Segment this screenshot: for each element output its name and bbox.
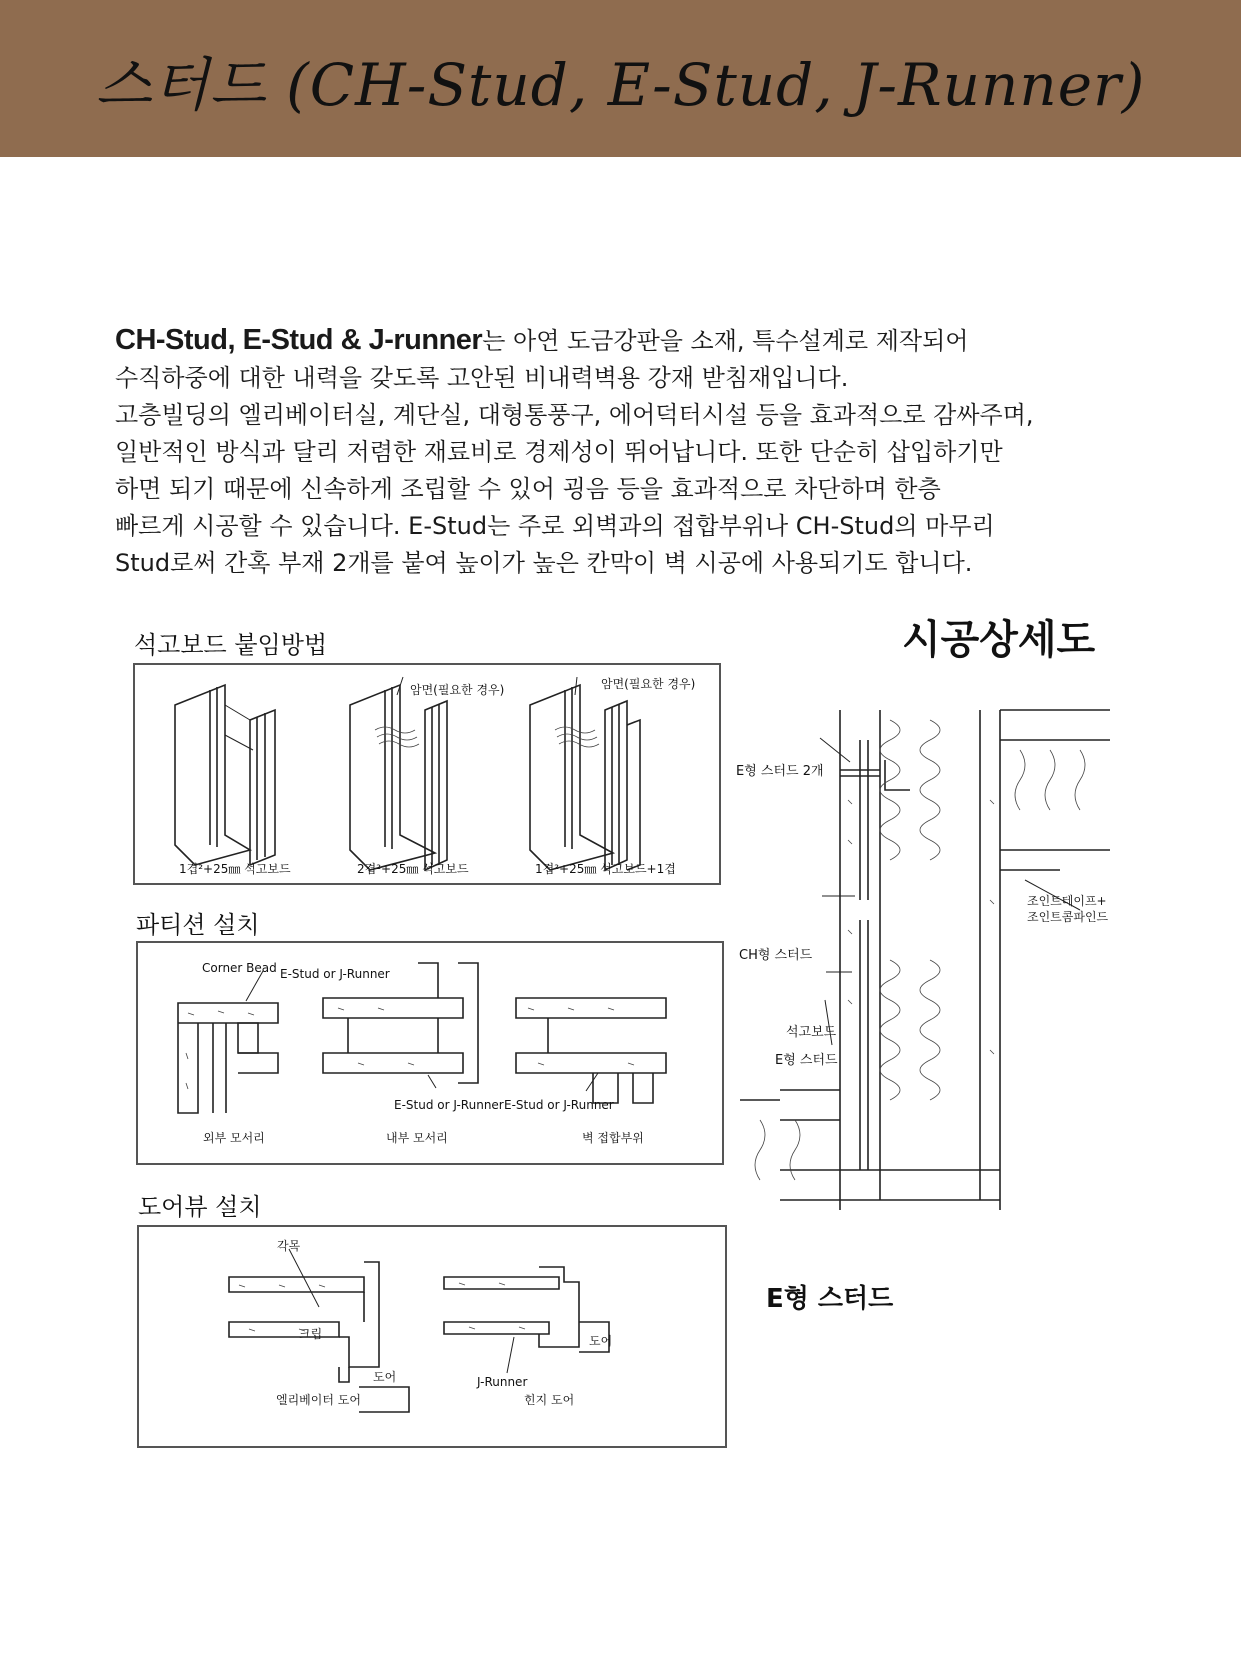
detail-label-gypsum: 석고보드 — [786, 1025, 837, 1040]
gypsum-caption-1: 1겹²+25㎜ 석고보드 — [179, 862, 291, 876]
partition-wall-joint — [516, 998, 666, 1103]
intro-line-1-rest: 는 아연 도금강판을 소재, 특수설계로 제작되어 — [482, 327, 969, 355]
section-heading-partition: 파티션 설치 — [136, 911, 260, 939]
door-caption-1: 엘리베이터 도어 — [276, 1393, 361, 1407]
partition-caption-3: 벽 접합부위 — [582, 1131, 644, 1145]
screw-label: 크립 — [299, 1327, 323, 1341]
partition-caption-1: 외부 모서리 — [203, 1131, 265, 1145]
detail-caption: E형 스터드 — [766, 1284, 894, 1314]
partition-outer-corner — [178, 1003, 278, 1113]
intro-line-6: 빠르게 시공할 수 있습니다. E-Stud는 주로 외벽과의 접합부위나 CH-Stud의 마무리 — [115, 512, 995, 540]
detail-label-joint-1: 조인트테이프+ — [1027, 894, 1107, 908]
frame-label: 각목 — [277, 1239, 301, 1253]
section-heading-door: 도어뷰 설치 — [138, 1193, 262, 1221]
detail-label-e-stud: E형 스터드 — [775, 1053, 838, 1068]
page-title: 스터드 (CH-Stud, E-Stud, J-Runner) — [95, 51, 1146, 119]
door-label-1: 도어 — [373, 1370, 397, 1384]
door-panel — [137, 1225, 727, 1448]
title-banner — [0, 0, 1241, 157]
estud-bottom-label-2: E-Stud or J-Runner — [504, 1098, 614, 1112]
estud-top-label: E-Stud or J-Runner — [280, 967, 390, 981]
intro-line-4: 일반적인 방식과 달리 저렴한 재료비로 경제성이 뛰어납니다. 또한 단순히 삽입하기만 — [115, 438, 1003, 466]
intro-paragraph — [115, 322, 1125, 582]
estud-bottom-label-1: E-Stud or J-Runner — [394, 1098, 504, 1112]
intro-lead: CH-Stud, E-Stud & J-runner — [115, 324, 483, 356]
detail-title: 시공상세도 — [902, 617, 1096, 663]
intro-line-7: Stud로써 간혹 부재 2개를 붙여 높이가 높은 칸막이 벽 시공에 사용되기도 합니다. — [115, 549, 973, 577]
partition-inner-corner — [323, 963, 478, 1083]
intro-line-2: 수직하중에 대한 내력을 갖도록 고안된 비내력벽용 강재 받침재입니다. — [115, 364, 849, 392]
jrunner-label: J-Runner — [477, 1375, 528, 1389]
gypsum-diagram-2 — [350, 685, 447, 870]
gypsum-note-2: 암면(필요한 경우) — [601, 677, 696, 691]
construction-detail-drawing — [740, 700, 1120, 1260]
gypsum-caption-2: 2겹²+25㎜ 석고보드 — [357, 862, 469, 876]
gypsum-note-1: 암면(필요한 경우) — [410, 683, 505, 697]
gypsum-panel — [133, 663, 721, 885]
detail-label-e-stud-two: E형 스터드 2개 — [736, 764, 824, 779]
hinge-door-diagram — [444, 1267, 609, 1352]
door-diagrams — [139, 1227, 725, 1446]
section-heading-gypsum: 석고보드 붙임방법 — [134, 631, 328, 659]
detail-label-ch-stud: CH형 스터드 — [739, 948, 813, 963]
partition-panel — [136, 941, 724, 1165]
door-label-2: 도어 — [589, 1334, 613, 1348]
intro-line-3: 고층빌딩의 엘리베이터실, 계단실, 대형통풍구, 에어덕터시설 등을 효과적으로 감싸주며, — [115, 401, 1034, 429]
door-caption-2: 힌지 도어 — [524, 1393, 575, 1407]
partition-caption-2: 내부 모서리 — [386, 1131, 448, 1145]
intro-line-1 — [115, 322, 1125, 360]
intro-line-5: 하면 되기 때문에 신속하게 조립할 수 있어 굉음 등을 효과적으로 차단하며 한층 — [115, 475, 941, 503]
gypsum-diagram-1 — [175, 685, 275, 865]
gypsum-diagram-3 — [530, 685, 640, 870]
corner-bead-label: Corner Bead — [202, 961, 277, 975]
gypsum-caption-3: 1겹²+25㎜ 석고보드+1겹 — [535, 862, 676, 876]
detail-label-joint-2: 조인트콤파인드 — [1027, 910, 1109, 924]
